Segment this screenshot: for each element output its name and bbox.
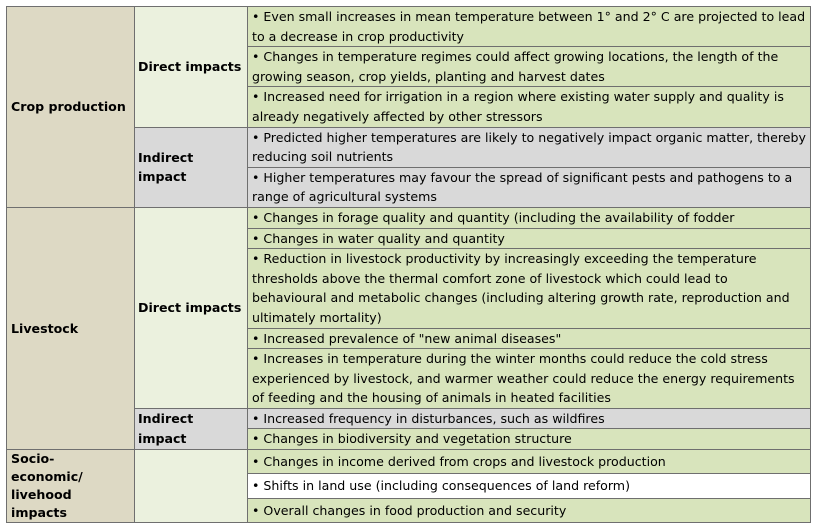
table-row	[7, 7, 811, 47]
category-label-line: livehood impacts	[11, 487, 72, 521]
impact-cell: • Increases in temperature during the winter months could reduce the cold stress experienced by livestock, and warmer weather could reduce the energy requirements of feeding and the housing of animals in heated facilities	[248, 349, 811, 409]
subcategory-livestock-indirect: Indirect impact	[135, 408, 248, 449]
subcategory-socio-empty	[135, 450, 248, 523]
category-livestock: Livestock	[7, 207, 135, 449]
category-label-line: Socio-	[11, 451, 55, 467]
impact-cell: • Increased prevalence of "new animal diseases"	[248, 328, 811, 349]
impact-cell: • Increased frequency in disturbances, such as wildfires	[248, 408, 811, 429]
impact-cell: • Increased need for irrigation in a region where existing water supply and quality is already negatively affected by other stressors	[248, 87, 811, 127]
subcategory-livestock-direct: Direct impacts	[135, 207, 248, 408]
impact-cell: • Changes in temperature regimes could affect growing locations, the length of the growing season, crop yields, planting and harvest dates	[248, 47, 811, 87]
climate-impacts-table	[6, 6, 811, 523]
impact-cell: • Changes in forage quality and quantity (including the availability of fodder	[248, 207, 811, 228]
category-socio-economic	[7, 450, 135, 523]
impact-cell: • Predicted higher temperatures are likely to negatively impact organic matter, thereby reducing soil nutrients	[248, 127, 811, 167]
table-row	[7, 207, 811, 228]
impact-cell: • Overall changes in food production and security	[248, 498, 811, 522]
subcategory-crop-direct: Direct impacts	[135, 7, 248, 128]
impact-cell: • Changes in biodiversity and vegetation structure	[248, 429, 811, 450]
impact-cell: • Changes in water quality and quantity	[248, 228, 811, 249]
impact-cell: • Changes in income derived from crops and livestock production	[248, 450, 811, 474]
category-label-line: economic/	[11, 469, 83, 485]
category-crop-production: Crop production	[7, 7, 135, 208]
impact-cell: • Reduction in livestock productivity by increasingly exceeding the temperature thresholds above the thermal comfort zone of livestock which could lead to behavioural and metabolic changes (including altering growth rate, reproduction and ultimately mortality)	[248, 249, 811, 328]
table-row	[7, 450, 811, 474]
impact-cell: • Higher temperatures may favour the spread of significant pests and pathogens to a range of agricultural systems	[248, 167, 811, 207]
impact-cell: • Shifts in land use (including consequences of land reform)	[248, 474, 811, 498]
impact-cell: • Even small increases in mean temperature between 1° and 2° C are projected to lead to a decrease in crop productivity	[248, 7, 811, 47]
subcategory-crop-indirect: Indirect impact	[135, 127, 248, 207]
